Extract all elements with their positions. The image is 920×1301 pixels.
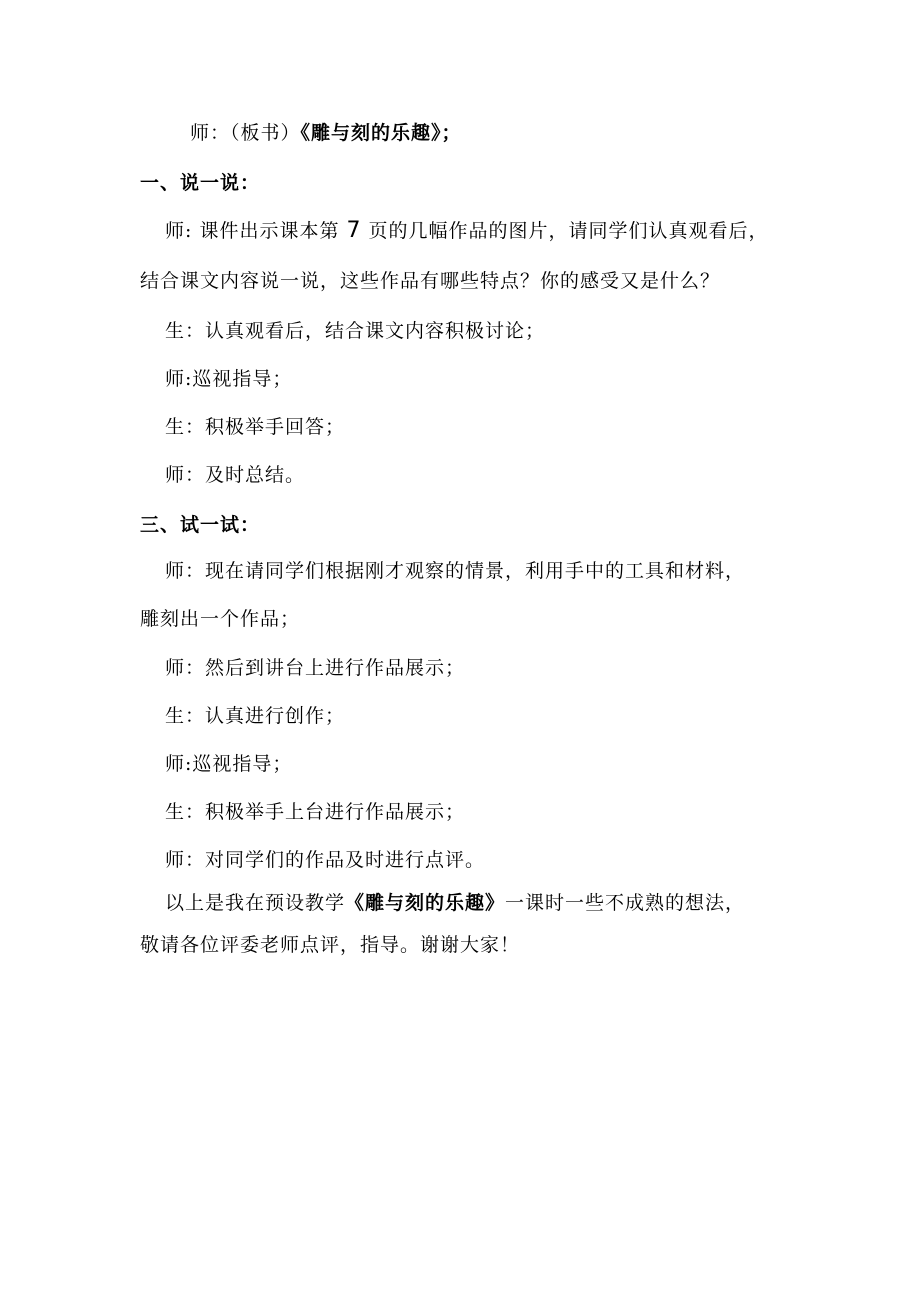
section1-paragraph-line1 (165, 218, 769, 244)
section3-line-2: 生：认真进行创作； (165, 705, 346, 727)
closing-text-a: 以上是我在预设教学 (165, 892, 346, 914)
section1-p1-text-a: 师: 课件出示课本第 (165, 220, 347, 242)
closing-line1 (165, 890, 745, 916)
section1-p1-text-b: 页的几幅作品的图片，请同学们认真观看后， (361, 220, 769, 242)
board-suffix: ； (441, 122, 462, 144)
section-heading-1: 一、说一说： (140, 172, 261, 194)
lesson-title: 《雕与刻的乐趣》 (300, 122, 442, 144)
section1-line-4: 师：及时总结。 (165, 464, 306, 486)
board-prefix: 师：（板书） (190, 122, 301, 144)
section3-paragraph-line2: 雕刻出一个作品； (140, 608, 301, 630)
section3-line-4: 生：积极举手上台进行作品展示； (165, 801, 466, 823)
closing-lesson-title: 《雕与刻的乐趣》 (345, 892, 506, 914)
section1-line-1: 生：认真观看后，结合课文内容积极讨论； (165, 320, 546, 342)
section3-line-1: 师：然后到讲台上进行作品展示； (165, 657, 466, 679)
section1-line-2: 师:巡视指导； (165, 368, 293, 390)
closing-text-b: 一课时一些不成熟的想法， (505, 892, 746, 914)
board-line (190, 120, 462, 146)
closing-line2: 敬请各位评委老师点评，指导。谢谢大家！ (140, 934, 521, 956)
section1-paragraph-line2: 结合课文内容说一说，这些作品有哪些特点？你的感受又是什么？ (140, 270, 721, 292)
section1-line-3: 生：积极举手回答； (165, 416, 346, 438)
section3-paragraph-line1: 师：现在请同学们根据刚才观察的情景，利用手中的工具和材料， (165, 560, 746, 582)
section3-line-3: 师:巡视指导； (165, 753, 293, 775)
section-heading-3: 三、试一试： (140, 514, 261, 536)
section3-line-5: 师：对同学们的作品及时进行点评。 (165, 849, 486, 871)
page-number: 7 (346, 218, 362, 243)
